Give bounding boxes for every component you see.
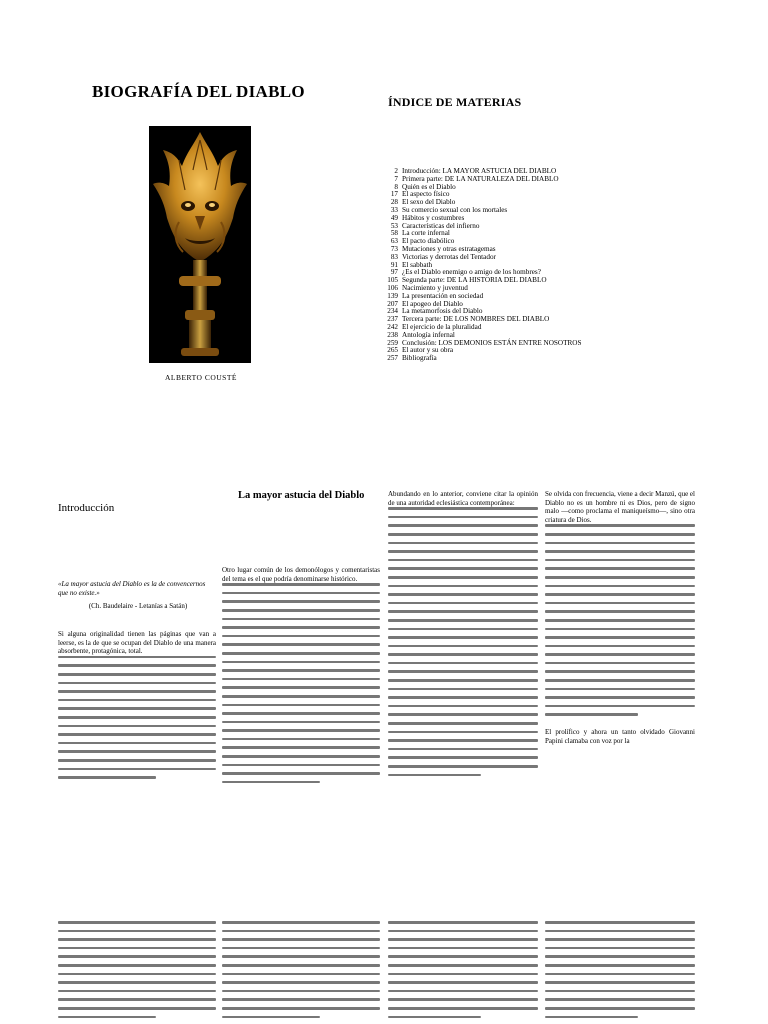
text-line [545,955,695,958]
text-line [388,559,538,562]
text-line [545,947,695,950]
text-line [545,550,695,553]
text-column-3 [388,490,538,782]
text-line [222,635,380,638]
text-line [58,742,216,745]
text-line [388,774,481,777]
text-line [545,593,695,596]
text-line [388,628,538,631]
paragraph-body [388,921,538,1018]
toc-entry-title: El autor y su obra [402,346,454,355]
text-line [545,705,695,708]
text-line [545,973,695,976]
text-line [388,662,538,665]
toc-page-number: 2 [394,167,398,175]
toc-entry-title: Primera parte: DE LA NATURALEZA DEL DIABLO [402,174,559,183]
text-line [222,1007,380,1010]
text-line [58,690,216,693]
text-line [222,678,380,681]
text-line [545,930,695,933]
toc-entry-title: El sexo del Diablo [402,198,456,207]
text-line [545,559,695,562]
text-line [58,682,216,685]
text-line [388,576,538,579]
text-line [545,713,638,716]
text-line [222,981,380,984]
text-line [58,990,216,993]
epigraph-quote: «La mayor astucia del Diablo es la de convencernos que no existe.» [58,580,206,597]
text-line [222,947,380,950]
index-title: ÍNDICE DE MATERIAS [388,95,522,109]
text-line [222,600,380,603]
text-line [388,670,538,673]
text-line [545,1007,695,1010]
toc-entry-title: Antología infernal [402,330,455,339]
paragraph-lead: Se olvida con frecuencia, viene a decir Manzú, que el Diablo no es un hombre ni es Dios, pero de signo malo —como proclama el maniqueísmo—, sino otra criatura de Dios. [545,490,695,524]
paragraph-lead: Abundando en lo anterior, conviene citar la opinión de una autoridad eclesiástica contemporánea: [388,490,538,507]
toc-page-number: 105 [387,276,398,285]
text-line [58,733,216,736]
text-line [388,739,538,742]
text-line [388,973,538,976]
text-line [222,618,380,621]
text-line [222,746,380,749]
text-line [222,781,320,784]
toc-entry-title: Quién es el Diablo [402,182,456,191]
text-line [388,955,538,958]
text-line [388,947,538,950]
toc-entry-title: Mutaciones y otras estratagemas [402,244,496,253]
introduction-page [0,470,768,875]
text-line [222,1016,320,1019]
text-line [58,921,216,924]
toc-page-number: 83 [390,252,398,261]
text-line [545,524,695,527]
text-line [388,981,538,984]
toc-entry-title: Características del infierno [402,221,480,230]
toc-entry-title: La metamorfosis del Diablo [402,307,483,316]
text-line [222,721,380,724]
text-line [388,567,538,570]
text-line [222,990,380,993]
text-line [388,722,538,725]
text-line [388,748,538,751]
text-line [222,764,380,767]
text-line [388,516,538,519]
text-line [222,755,380,758]
text-line [388,765,538,768]
text-line [58,973,216,976]
text-line [58,750,216,753]
text-line [545,670,695,673]
text-line [58,656,216,659]
paragraph-body [58,656,216,779]
text-line [388,731,538,734]
toc-page-number: 8 [394,182,398,191]
text-line [222,921,380,924]
text-line [545,567,695,570]
text-line [58,955,216,958]
toc-entry-title: El pacto diabólico [402,237,455,246]
section-label: Introducción [58,502,115,514]
toc-page-number: 58 [390,229,398,238]
text-line [58,673,216,676]
paragraph-lead: Si alguna originalidad tienen las páginas que van a leerse, es la de que se ocupan del Diablo de una manera absorbente, protagónica, total. [58,630,216,656]
text-line [222,695,380,698]
text-line [388,998,538,1001]
text-line [222,592,380,595]
text-line [545,602,695,605]
text-line [222,738,380,741]
text-line [388,756,538,759]
toc-page-number: 17 [390,190,398,199]
text-line [222,998,380,1001]
text-column-4 [545,490,695,745]
text-line [388,653,538,656]
text-line [222,964,380,967]
text-line [545,610,695,613]
text-line [222,583,380,586]
text-line [388,619,538,622]
text-line [222,704,380,707]
text-line [545,653,695,656]
text-column-2 [222,566,380,789]
paragraph-body [545,921,695,1018]
text-line [545,679,695,682]
cover-image [149,126,251,363]
paragraph-lead: Otro lugar común de los demonólogos y comentaristas del tema es el que podría denominarse histórico. [222,566,380,583]
text-line [222,669,380,672]
toc-entry-title: La presentación en sociedad [402,291,484,300]
text-line [545,585,695,588]
text-line [58,725,216,728]
text-line [545,619,695,622]
text-line [58,707,216,710]
text-line [388,990,538,993]
text-line [545,981,695,984]
text-line [388,930,538,933]
toc-entry-title: Victorias y derrotas del Tentador [402,252,496,261]
text-line [222,626,380,629]
text-line [388,585,538,588]
toc-entry-title: El apogeo del Diablo [402,299,463,308]
text-line [545,990,695,993]
toc-entry-title: Segunda parte: DE LA HISTORIA DEL DIABLO [402,276,547,285]
text-line [388,1007,538,1010]
text-line [58,759,216,762]
text-line [388,688,538,691]
text-line [545,696,695,699]
toc-entry-title: Su comercio sexual con los mortales [402,205,508,214]
toc-page-number: 207 [387,299,398,308]
paragraph-body [58,921,216,1018]
text-line [58,938,216,941]
text-line [388,705,538,708]
text-line [58,930,216,933]
text-line [545,688,695,691]
text-line [388,533,538,536]
text-line [222,686,380,689]
text-line [222,652,380,655]
toc-page-number: 237 [387,315,398,324]
toc-page-number: 28 [390,198,398,207]
text-line [545,662,695,665]
toc-entry-title: Hábitos y costumbres [402,213,465,222]
toc-page-number: 265 [387,346,398,355]
text-line [58,998,216,1001]
text-line [388,713,538,716]
text-line [222,930,380,933]
text-line [222,712,380,715]
toc-page-number: 257 [387,354,398,363]
text-line [58,699,216,702]
toc-page-number: 139 [387,291,398,300]
toc-entry-title: Introducción: LA MAYOR ASTUCIA DEL DIABLO [402,167,557,175]
toc-entry [382,355,682,363]
text-line [545,628,695,631]
text-line [388,550,538,553]
text-line [58,1016,156,1019]
text-line [388,610,538,613]
text-line [222,973,380,976]
text-column-3 [388,921,538,1024]
text-column-2 [222,921,380,1024]
toc-page-number: 91 [390,260,398,269]
text-line [388,679,538,682]
text-line [222,643,380,646]
text-line [58,716,216,719]
toc-page-number: 234 [387,307,398,316]
paragraph-body [222,583,380,783]
text-line [388,964,538,967]
toc-page-number: 49 [390,213,398,222]
text-column-1 [58,921,216,1024]
text-line [222,772,380,775]
text-line [388,921,538,924]
text-line [388,1016,481,1019]
text-line [388,542,538,545]
text-line [388,507,538,510]
text-line [58,664,216,667]
text-line [388,636,538,639]
toc-entry-title: El ejercicio de la pluralidad [402,322,482,331]
toc-page-number: 33 [390,205,398,214]
toc-page-number: 97 [390,268,398,277]
text-line [222,729,380,732]
paragraph-body [222,921,380,1018]
paragraph-body [388,507,538,776]
text-line [222,955,380,958]
text-line [545,645,695,648]
paragraph-lead: El prolífico y ahora un tanto olvidado Giovanni Papini clamaba con voz por la [545,728,695,745]
text-line [545,542,695,545]
text-line [222,609,380,612]
toc-page-number: 259 [387,338,398,347]
text-line [222,938,380,941]
text-line [222,661,380,664]
text-line [58,947,216,950]
text-column-4 [545,921,695,1024]
toc-page-number: 73 [390,244,398,253]
text-line [58,981,216,984]
table-of-contents [382,168,682,363]
text-line [545,921,695,924]
epigraph-attribution: (Ch. Baudelaire - Letanías a Satán) [88,602,188,610]
text-line [545,576,695,579]
text-line [388,938,538,941]
text-line [58,964,216,967]
title-page [0,0,768,470]
toc-entry-title: El sabbath [402,260,433,269]
text-line [388,645,538,648]
text-line [388,696,538,699]
toc-entry-title: El aspecto físico [402,190,450,199]
toc-page-number: 238 [387,330,398,339]
text-line [388,593,538,596]
text-line [545,964,695,967]
toc-entry-title: ¿Es el Diablo enemigo o amigo de los hombres? [402,268,541,277]
toc-entry-title: Conclusión: LOS DEMONIOS ESTÁN ENTRE NOSOTROS [402,338,582,347]
text-line [545,636,695,639]
toc-page-number: 7 [394,174,398,183]
author-name: ALBERTO COUSTÉ [164,373,238,382]
toc-entry-title: Tercera parte: DE LOS NOMBRES DEL DIABLO [402,315,550,324]
text-line [58,768,216,771]
text-line [545,533,695,536]
text-line [58,776,156,779]
toc-page-number: 106 [387,283,398,292]
text-line [545,998,695,1001]
text-line [58,1007,216,1010]
text-line [388,602,538,605]
devil-mask-illustration [149,126,251,363]
text-line [545,1016,638,1019]
toc-entry-title: Nacimiento y juventud [402,283,468,292]
text-column-1 [58,630,216,785]
toc-entry-title: La corte infernal [402,229,450,238]
book-title: BIOGRAFÍA DEL DIABLO [92,82,305,101]
text-line [545,938,695,941]
toc-page-number: 63 [390,237,398,246]
continuation-page [0,875,768,1024]
text-line [388,524,538,527]
toc-entry-title: Bibliografía [402,354,437,363]
chapter-title: La mayor astucia del Diablo [238,490,365,501]
toc-page-number: 242 [387,322,398,331]
paragraph-body [545,524,695,716]
toc-page-number: 53 [390,221,398,230]
